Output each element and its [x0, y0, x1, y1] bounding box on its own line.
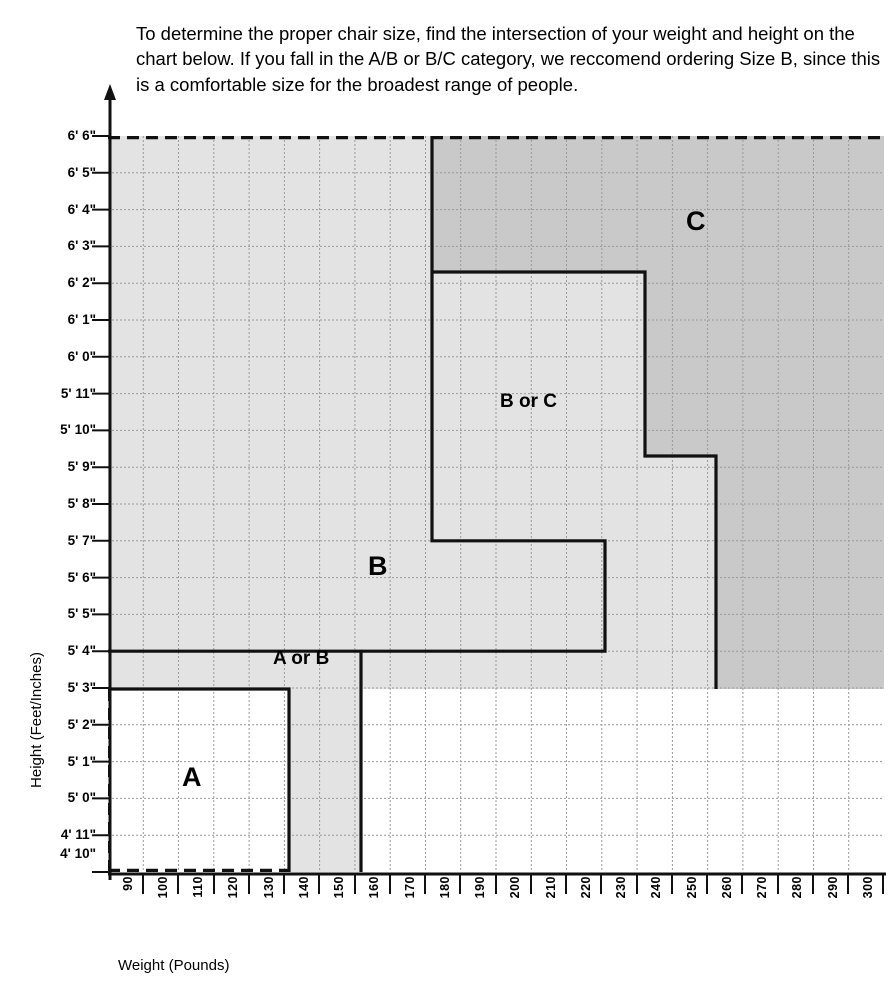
y-tick: 5' 7": [67, 532, 96, 548]
y-tick: 5' 0": [67, 790, 96, 806]
x-tick: 240: [649, 876, 663, 899]
x-tick: 120: [226, 876, 240, 899]
region-label-a: A: [182, 762, 202, 792]
y-axis-title: Height (Feet/Inches): [28, 652, 45, 788]
x-tick: 220: [579, 876, 593, 899]
region-label-b: B: [368, 551, 388, 581]
y-tick: 5' 2": [67, 716, 96, 732]
x-tick: 110: [191, 876, 205, 898]
y-tick: 5' 4": [67, 643, 96, 659]
x-tick: 300: [861, 876, 875, 899]
y-tick: 4' 11": [60, 827, 96, 843]
x-tick: 200: [508, 876, 522, 899]
region-label-c: C: [686, 206, 706, 236]
x-tick: 260: [720, 876, 734, 899]
region-fill-c-low: [716, 456, 884, 689]
y-tick: 4' 10": [60, 846, 96, 861]
y-tick: 6' 4": [67, 201, 96, 217]
x-tick: 90: [121, 876, 135, 891]
x-tick: 190: [473, 876, 487, 899]
region-label-b-or-c: B or C: [500, 391, 557, 412]
y-tick: 6' 3": [67, 238, 96, 254]
y-tick: 5' 5": [67, 606, 96, 622]
x-tick: 210: [544, 876, 558, 899]
x-tick: 140: [297, 876, 311, 899]
region-label-a-or-b: A or B: [273, 648, 330, 669]
region-fill-lower-right-white: [361, 689, 884, 872]
y-tick: 5' 9": [67, 459, 96, 475]
x-tick: 280: [790, 876, 804, 899]
region-fill-c-mid: [645, 272, 884, 456]
x-tick: 270: [755, 876, 769, 899]
region-fill-c-top: [432, 136, 884, 272]
y-tick: 6' 0": [67, 348, 96, 364]
x-axis-tick-labels: [108, 876, 884, 942]
x-axis-title: Weight (Pounds): [118, 957, 230, 974]
intro-paragraph: To determine the proper chair size, find the intersection of your weight and height on the chart below. If you fall in the A/B or B/C category, we reccomend ordering Size B, since this is a comfortable size for the broadest range of people.: [136, 22, 881, 95]
x-tick: 230: [614, 876, 628, 899]
y-tick: 6' 5": [67, 164, 96, 180]
x-tick: 160: [367, 876, 381, 899]
region-fill-b-lower: [289, 689, 361, 872]
x-tick: 100: [156, 876, 170, 899]
y-tick: 5' 10": [60, 422, 96, 438]
x-tick: 130: [262, 876, 276, 899]
y-tick: 5' 1": [67, 753, 96, 769]
y-tick: 6' 2": [67, 275, 96, 291]
y-tick: 6' 1": [67, 312, 96, 327]
x-tick: 170: [403, 876, 417, 899]
y-tick: 6' 6": [67, 128, 96, 143]
y-tick: 5' 11": [60, 385, 96, 401]
x-tick: 250: [685, 876, 699, 899]
x-tick: 290: [826, 876, 840, 899]
y-tick: 5' 8": [67, 496, 96, 511]
y-tick: 5' 6": [67, 569, 96, 585]
chart-plot-area: [108, 136, 884, 872]
y-tick: 5' 3": [67, 680, 96, 695]
x-tick: 150: [332, 876, 346, 899]
x-tick: 180: [438, 876, 452, 899]
